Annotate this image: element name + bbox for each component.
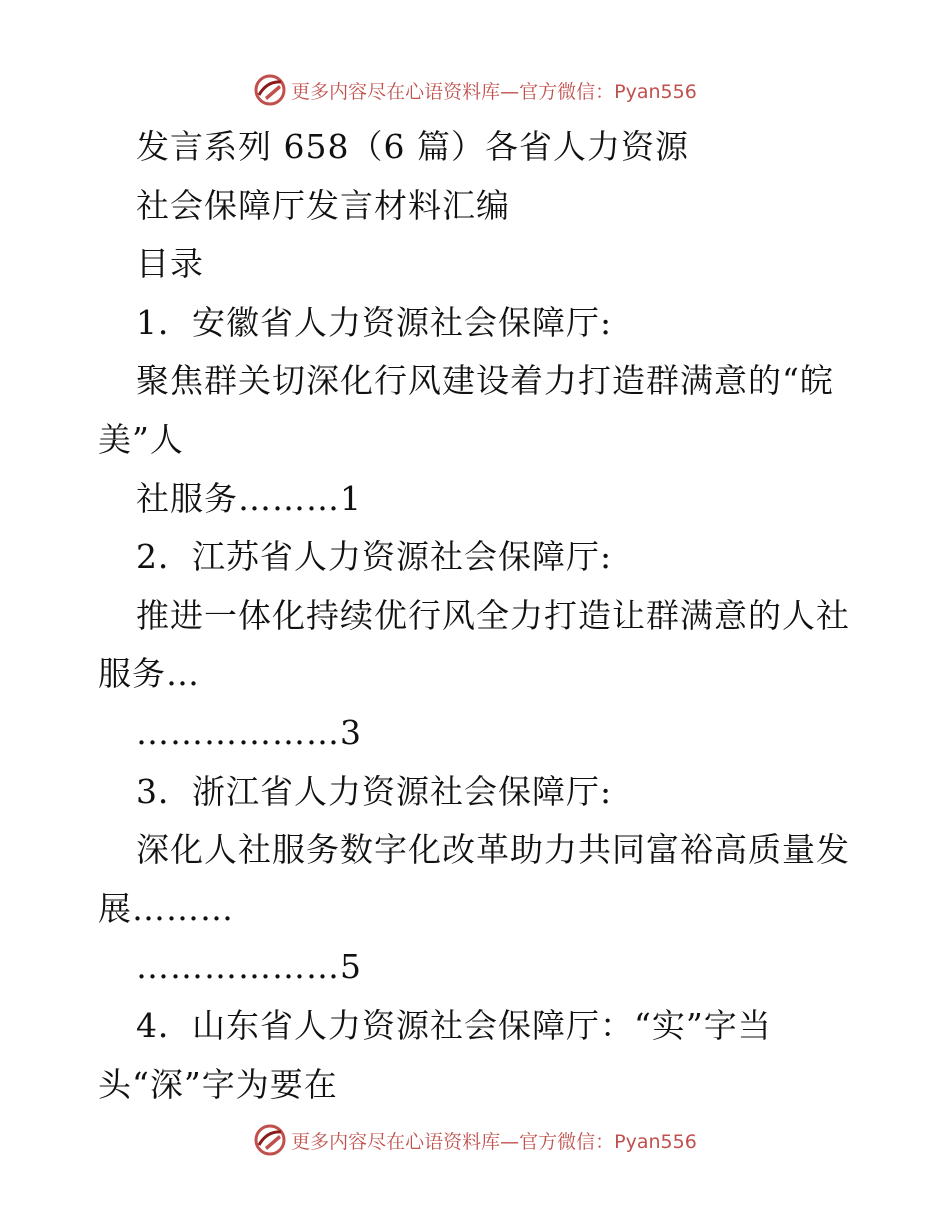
- toc-entry-3-page: ………………5: [136, 947, 362, 987]
- toc-entry-3-org: 3．浙江省人力资源社会保障厅:: [136, 771, 613, 811]
- watermark-banner-bottom: [0, 1120, 950, 1160]
- banner-contact-text: —官方微信：Pyan556: [500, 1130, 697, 1153]
- toc-entry-3-title-cont: 展………: [98, 888, 234, 928]
- toc-heading: 目录: [136, 244, 204, 284]
- document-body: [98, 118, 858, 1114]
- toc-entry-4-org: 4．山东省人力资源社会保障厅：“实”字当: [136, 1005, 772, 1045]
- toc-entry-2-title: 推进一体化持续优行风全力打造让群满意的人社: [136, 595, 850, 635]
- banner-brand-text: 更多内容尽在心语资料库: [291, 1130, 501, 1153]
- toc-entry-1-org: 1．安徽省人力资源社会保障厅:: [136, 302, 613, 342]
- toc-entry-2-page: ………………3: [136, 712, 362, 752]
- pen-logo-icon: [253, 1123, 287, 1157]
- toc-entry-1-title-cont: 美”人: [98, 419, 184, 459]
- doc-title-line-2: 社会保障厅发言材料汇编: [136, 185, 510, 225]
- toc-entry-2-org: 2．江苏省人力资源社会保障厅:: [136, 537, 613, 577]
- toc-entry-4-title-cont: 头“深”字为要在: [98, 1064, 338, 1104]
- toc-entry-2-title-cont: 服务…: [98, 654, 200, 694]
- banner-brand-text: 更多内容尽在心语资料库: [291, 80, 501, 103]
- pen-logo-icon: [253, 73, 287, 107]
- banner-contact-text: —官方微信：Pyan556: [500, 80, 697, 103]
- doc-title-line-1: 发言系列 658（6 篇）各省人力资源: [136, 127, 689, 166]
- toc-entry-3-title: 深化人社服务数字化改革助力共同富裕高质量发: [136, 830, 850, 870]
- toc-entry-1-title: 聚焦群关切深化行风建设着力打造群满意的“皖: [136, 361, 834, 401]
- watermark-banner-top: [0, 70, 950, 110]
- toc-entry-1-page: 社服务………1: [136, 478, 362, 518]
